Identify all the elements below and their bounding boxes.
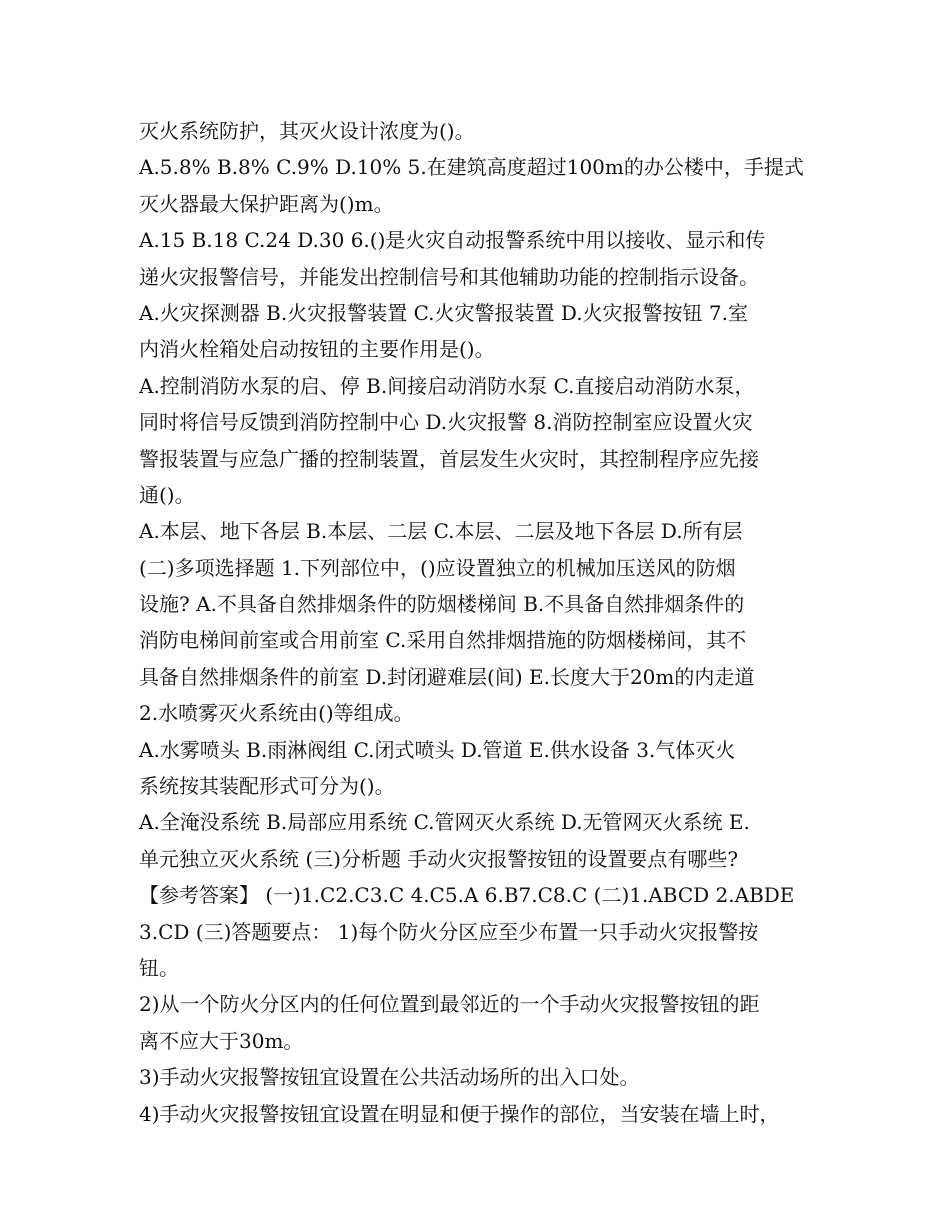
text-line: 3)手动火灾报警按钮宜设置在公共活动场所的出入口处。 (139, 1065, 640, 1090)
text-line: 3.CD (三)答题要点： 1)每个防火分区应至少布置一只手动火灾报警按 (139, 919, 759, 944)
document-page (139, 113, 829, 1132)
text-line: (二)多项选择题 1.下列部位中，()应设置独立的机械加压送风的防烟 (139, 555, 736, 580)
text-line: A.5.8% B.8% C.9% D.10% 5.在建筑高度超过100m的办公楼中，手提式 (139, 155, 804, 180)
text-line: 系统按其装配形式可分为()。 (139, 774, 395, 799)
text-line: 灭火系统防护，其灭火设计浓度为()。 (139, 119, 475, 143)
text-line: 2.水喷雾灭火系统由()等组成。 (139, 701, 414, 726)
text-line: A.15 B.18 C.24 D.30 6.()是火灾自动报警系统中用以接收、显示和传 (139, 228, 766, 253)
text-line: 消防电梯间前室或合用前室 C.采用自然排烟措施的防烟楼梯间，其不 (139, 628, 747, 653)
text-line: 灭火器最大保护距离为()m。 (139, 191, 394, 216)
text-line: 4)手动火灾报警按钮宜设置在明显和便于操作的部位，当安装在墙上时， (139, 1101, 780, 1126)
text-line: 【参考答案】 (一)1.C2.C3.C 4.C5.A 6.B7.C8.C (二)1.ABCD 2.ABDE (139, 883, 795, 908)
text-line: 递火灾报警信号，并能发出控制信号和其他辅助功能的控制指示设备。 (139, 264, 759, 289)
text-line: A.控制消防水泵的启、停 B.间接启动消防水泵 C.直接启动消防水泵， (139, 373, 755, 398)
text-line: 警报装置与应急广播的控制装置，首层发生火灾时，其控制程序应先接 (139, 446, 759, 471)
text-line: A.本层、地下各层 B.本层、二层 C.本层、二层及地下各层 D.所有层 (139, 519, 743, 544)
text-line: 设施? A.不具备自然排烟条件的防烟楼梯间 B.不具备自然排烟条件的 (139, 592, 745, 617)
text-line: 2)从一个防火分区内的任何位置到最邻近的一个手动火灾报警按钮的距 (139, 992, 760, 1017)
text-line: 同时将信号反馈到消防控制中心 D.火灾报警 8.消防控制室应设置火灾 (139, 410, 753, 435)
text-line: 单元独立灭火系统 (三)分析题 手动火灾报警按钮的设置要点有哪些? (139, 846, 739, 871)
text-line: 钮。 (139, 955, 179, 980)
text-line: 内消火栓箱处启动按钮的主要作用是()。 (139, 337, 495, 362)
text-line: 离不应大于30m。 (139, 1028, 304, 1053)
text-line: A.水雾喷头 B.雨淋阀组 C.闭式喷头 D.管道 E.供水设备 3.气体灭火 (139, 737, 736, 762)
text-line: A.全淹没系统 B.局部应用系统 C.管网灭火系统 D.无管网灭火系统 E. (139, 810, 750, 835)
text-line: 具备自然排烟条件的前室 D.封闭避难层(间) E.长度大于20m的内走道 (139, 664, 755, 689)
text-line: 通()。 (139, 482, 195, 507)
text-line: A.火灾探测器 B.火灾报警装置 C.火灾警报装置 D.火灾报警按钮 7.室 (139, 300, 748, 325)
